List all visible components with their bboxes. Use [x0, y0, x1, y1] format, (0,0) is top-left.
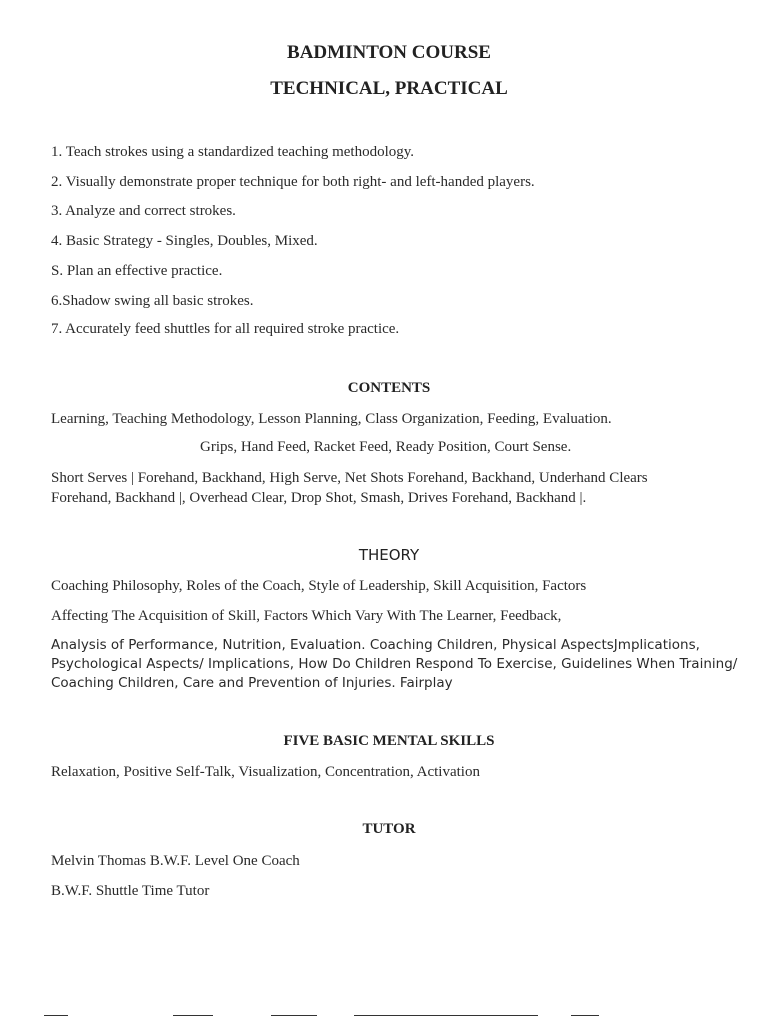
- theory-line: Coaching Philosophy, Roles of the Coach, Style of Leadership, Skill Acquisition, Factors: [51, 578, 587, 594]
- footer-rule: [44, 1015, 68, 1016]
- theory-line: Affecting The Acquisition of Skill, Factors Which Vary With The Learner, Feedback,: [51, 608, 562, 624]
- theory-line: Analysis of Performance, Nutrition, Evaluation. Coaching Children, Physical AspectsJmplications,: [51, 637, 700, 653]
- course-subtitle: TECHNICAL, PRACTICAL: [270, 78, 508, 99]
- objective-item: 2. Visually demonstrate proper technique for both right- and left-handed players.: [51, 174, 535, 190]
- objective-item: 4. Basic Strategy - Singles, Doubles, Mixed.: [51, 233, 318, 249]
- tutor-line: Melvin Thomas B.W.F. Level One Coach: [51, 853, 300, 869]
- theory-line: Psychological Aspects/ Implications, How Do Children Respond To Exercise, Guidelines When Training/: [51, 656, 738, 672]
- tutor-line: B.W.F. Shuttle Time Tutor: [51, 883, 210, 899]
- objective-item: 7. Accurately feed shuttles for all required stroke practice.: [51, 321, 400, 337]
- contents-heading: CONTENTS: [347, 380, 431, 396]
- objective-item: 1. Teach strokes using a standardized teaching methodology.: [51, 144, 415, 160]
- contents-line: Short Serves | Forehand, Backhand, High Serve, Net Shots Forehand, Backhand, Underhand Clears: [51, 470, 648, 486]
- objective-item: S. Plan an effective practice.: [51, 263, 223, 279]
- objective-item: 6.Shadow swing all basic strokes.: [51, 293, 254, 309]
- mental-skills-heading: FIVE BASIC MENTAL SKILLS: [283, 733, 495, 749]
- contents-line: Forehand, Backhand |, Overhead Clear, Drop Shot, Smash, Drives Forehand, Backhand |.: [51, 490, 587, 506]
- footer-rule: [173, 1015, 213, 1016]
- footer-rule: [571, 1015, 599, 1016]
- footer-rule: [271, 1015, 317, 1016]
- footer-rule: [354, 1015, 538, 1016]
- theory-line: Coaching Children, Care and Prevention of Injuries. Fairplay: [51, 675, 453, 691]
- tutor-heading: TUTOR: [362, 821, 416, 837]
- objective-item: 3. Analyze and correct strokes.: [51, 203, 236, 219]
- contents-line: Grips, Hand Feed, Racket Feed, Ready Position, Court Sense.: [200, 439, 572, 455]
- course-title: BADMINTON COURSE: [287, 42, 491, 63]
- mental-skills-line: Relaxation, Positive Self-Talk, Visualization, Concentration, Activation: [51, 764, 480, 780]
- theory-heading: THEORY: [358, 546, 420, 564]
- contents-line: Learning, Teaching Methodology, Lesson Planning, Class Organization, Feeding, Evaluation.: [51, 411, 612, 427]
